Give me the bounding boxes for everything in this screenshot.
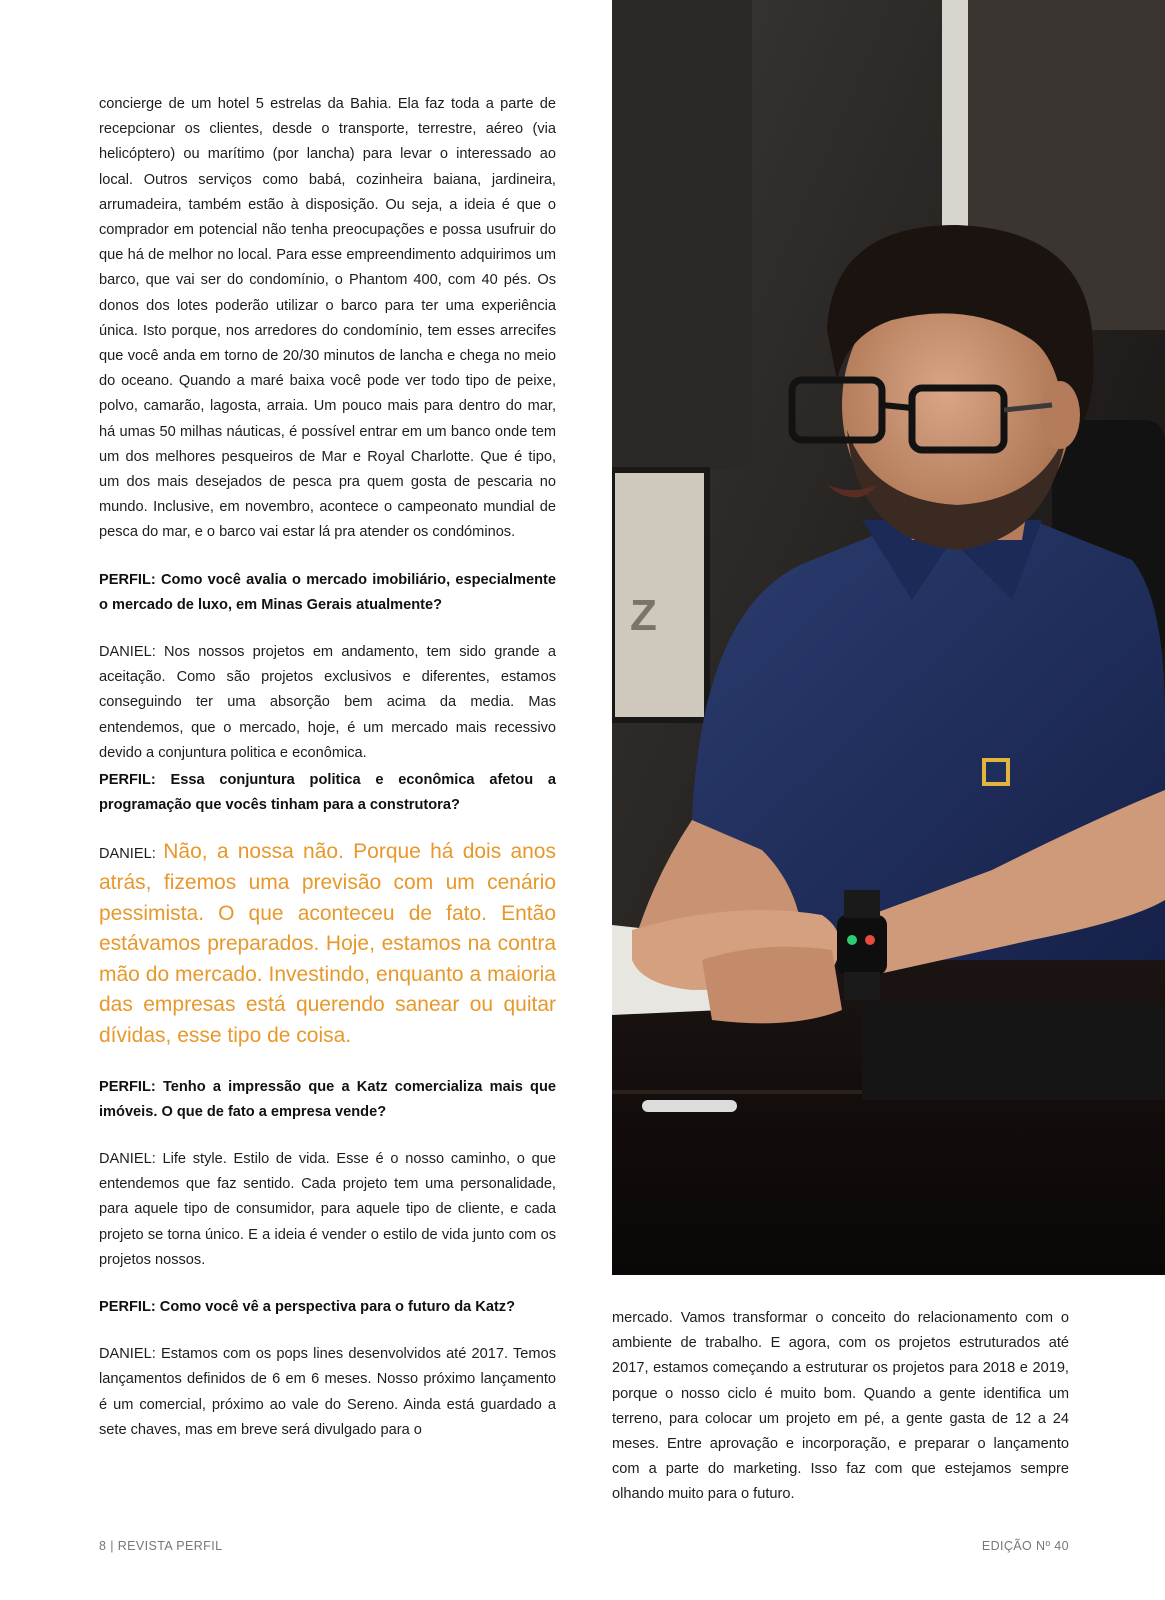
question-3: PERFIL: Tenho a impressão que a Katz comercializa mais que imóveis. O que de fato a empresa vende? — [99, 1078, 556, 1120]
portrait-illustration — [612, 0, 1165, 1275]
answer-3: DANIEL: Life style. Estilo de vida. Esse é o nosso caminho, o que entendemos que faz sentido. Cada projeto tem uma personalidade, para aquele tipo de consumidor, para aquele tipo de cliente, e cada projeto se torna único. E a ideia é vender o estilo de vida junto com os projetos nossos. — [99, 1151, 556, 1268]
portrait-photo — [612, 0, 1165, 1275]
intro-paragraph: concierge de um hotel 5 estrelas da Bahia. Ela faz toda a parte de recepcionar os clientes, desde o transporte, terrestre, aéreo (via helicóptero) ou marítimo (por lancha) para levar o interessado ao local. Outros serviços como babá, cozinheira baiana, jardineira, arrumadeira, também estão à disposição. Ou seja, a ideia é que o comprador em potencial não tenha preocupações e possa usufruir do que há de melhor no local. Para esse empreendimento adquirimos um barco, que vai ser do condomínio, o Phantom 400, com 40 pés. Os donos dos lotes poderão utilizar o barco para ter uma experiência única. Isto porque, nos arredores do condomínio, tem esses arrecifes que você anda em torno de 20/30 minutos de lancha e chega no meio do oceano. Quando a maré baixa você pode ver todo tipo de peixe, polvo, camarão, lagosta, arraia. Um pouco mais para dentro do mar, há umas 50 milhas náuticas, é possível entrar em um banco onde tem um dos melhores pesqueiros de Mar e Royal Charlotte. Que é tipo, um dos mais desejados de pesca pra quem gosta de pescaria no mundo. Inclusive, em novembro, acontece o campeonato mundial de pesca do mar, e o barco vai estar lá pra atender os condóminos. — [99, 96, 556, 541]
page-footer-right: EDIÇÃO Nº 40 — [981, 1539, 1069, 1553]
question-2: PERFIL: Essa conjuntura politica e econômica afetou a programação que vocês tinham para a construtora? — [99, 772, 556, 814]
right-column — [612, 1306, 1069, 1508]
question-1: PERFIL: Como você avalia o mercado imobiliário, especialmente o mercado de luxo, em Minas Gerais atualmente? — [99, 571, 556, 613]
answer-2-speaker: DANIEL: — [99, 846, 164, 863]
answer-2 — [99, 838, 556, 1052]
pull-quote: Não, a nossa não. Porque há dois anos atrás, fizemos uma previsão com um cenário pessimista. O que aconteceu de fato. Então estávamos preparados. Hoje, estamos na contra mão do mercado. Investindo, enquanto a maioria das empresas está querendo sanear ou quitar dívidas, esse tipo de coisa. — [99, 840, 556, 1048]
page-footer-left: 8 | REVISTA PERFIL — [99, 1539, 223, 1553]
left-column — [99, 92, 556, 1443]
answer-4: DANIEL: Estamos com os pops lines desenvolvidos até 2017. Temos lançamentos definidos de 6 em 6 meses. Nosso próximo lançamento é um comercial, próximo ao vale do Sereno. Ainda está guardado a sete chaves, mas em breve será divulgado para o — [99, 1346, 556, 1438]
monitor-logo: Z — [630, 591, 657, 640]
answer-1: DANIEL: Nos nossos projetos em andamento, tem sido grande a aceitação. Como são projetos exclusivos e diferentes, estamos conseguindo ter uma absorção bem acima da media. Mas entendemos, que o mercado, hoje, é um mercado mais recessivo devido a conjuntura politica e econômica. — [99, 644, 556, 761]
answer-4-continued: mercado. Vamos transformar o conceito do relacionamento com o ambiente de trabalho. E agora, com os projetos estruturados até 2017, estamos começando a estruturar os projetos para 2018 e 2019, porque o nosso ciclo é muito bom. Quando a gente identifica um terreno, para colocar um projeto em pé, a gente gasta de 12 a 24 meses. Entre aprovação e incorporação, e preparar o lançamento com a parte do marketing. Isso faz com que estejamos sempre olhando muito para o futuro. — [612, 1310, 1069, 1503]
question-4: PERFIL: Como você vê a perspectiva para o futuro da Katz? — [99, 1299, 516, 1316]
